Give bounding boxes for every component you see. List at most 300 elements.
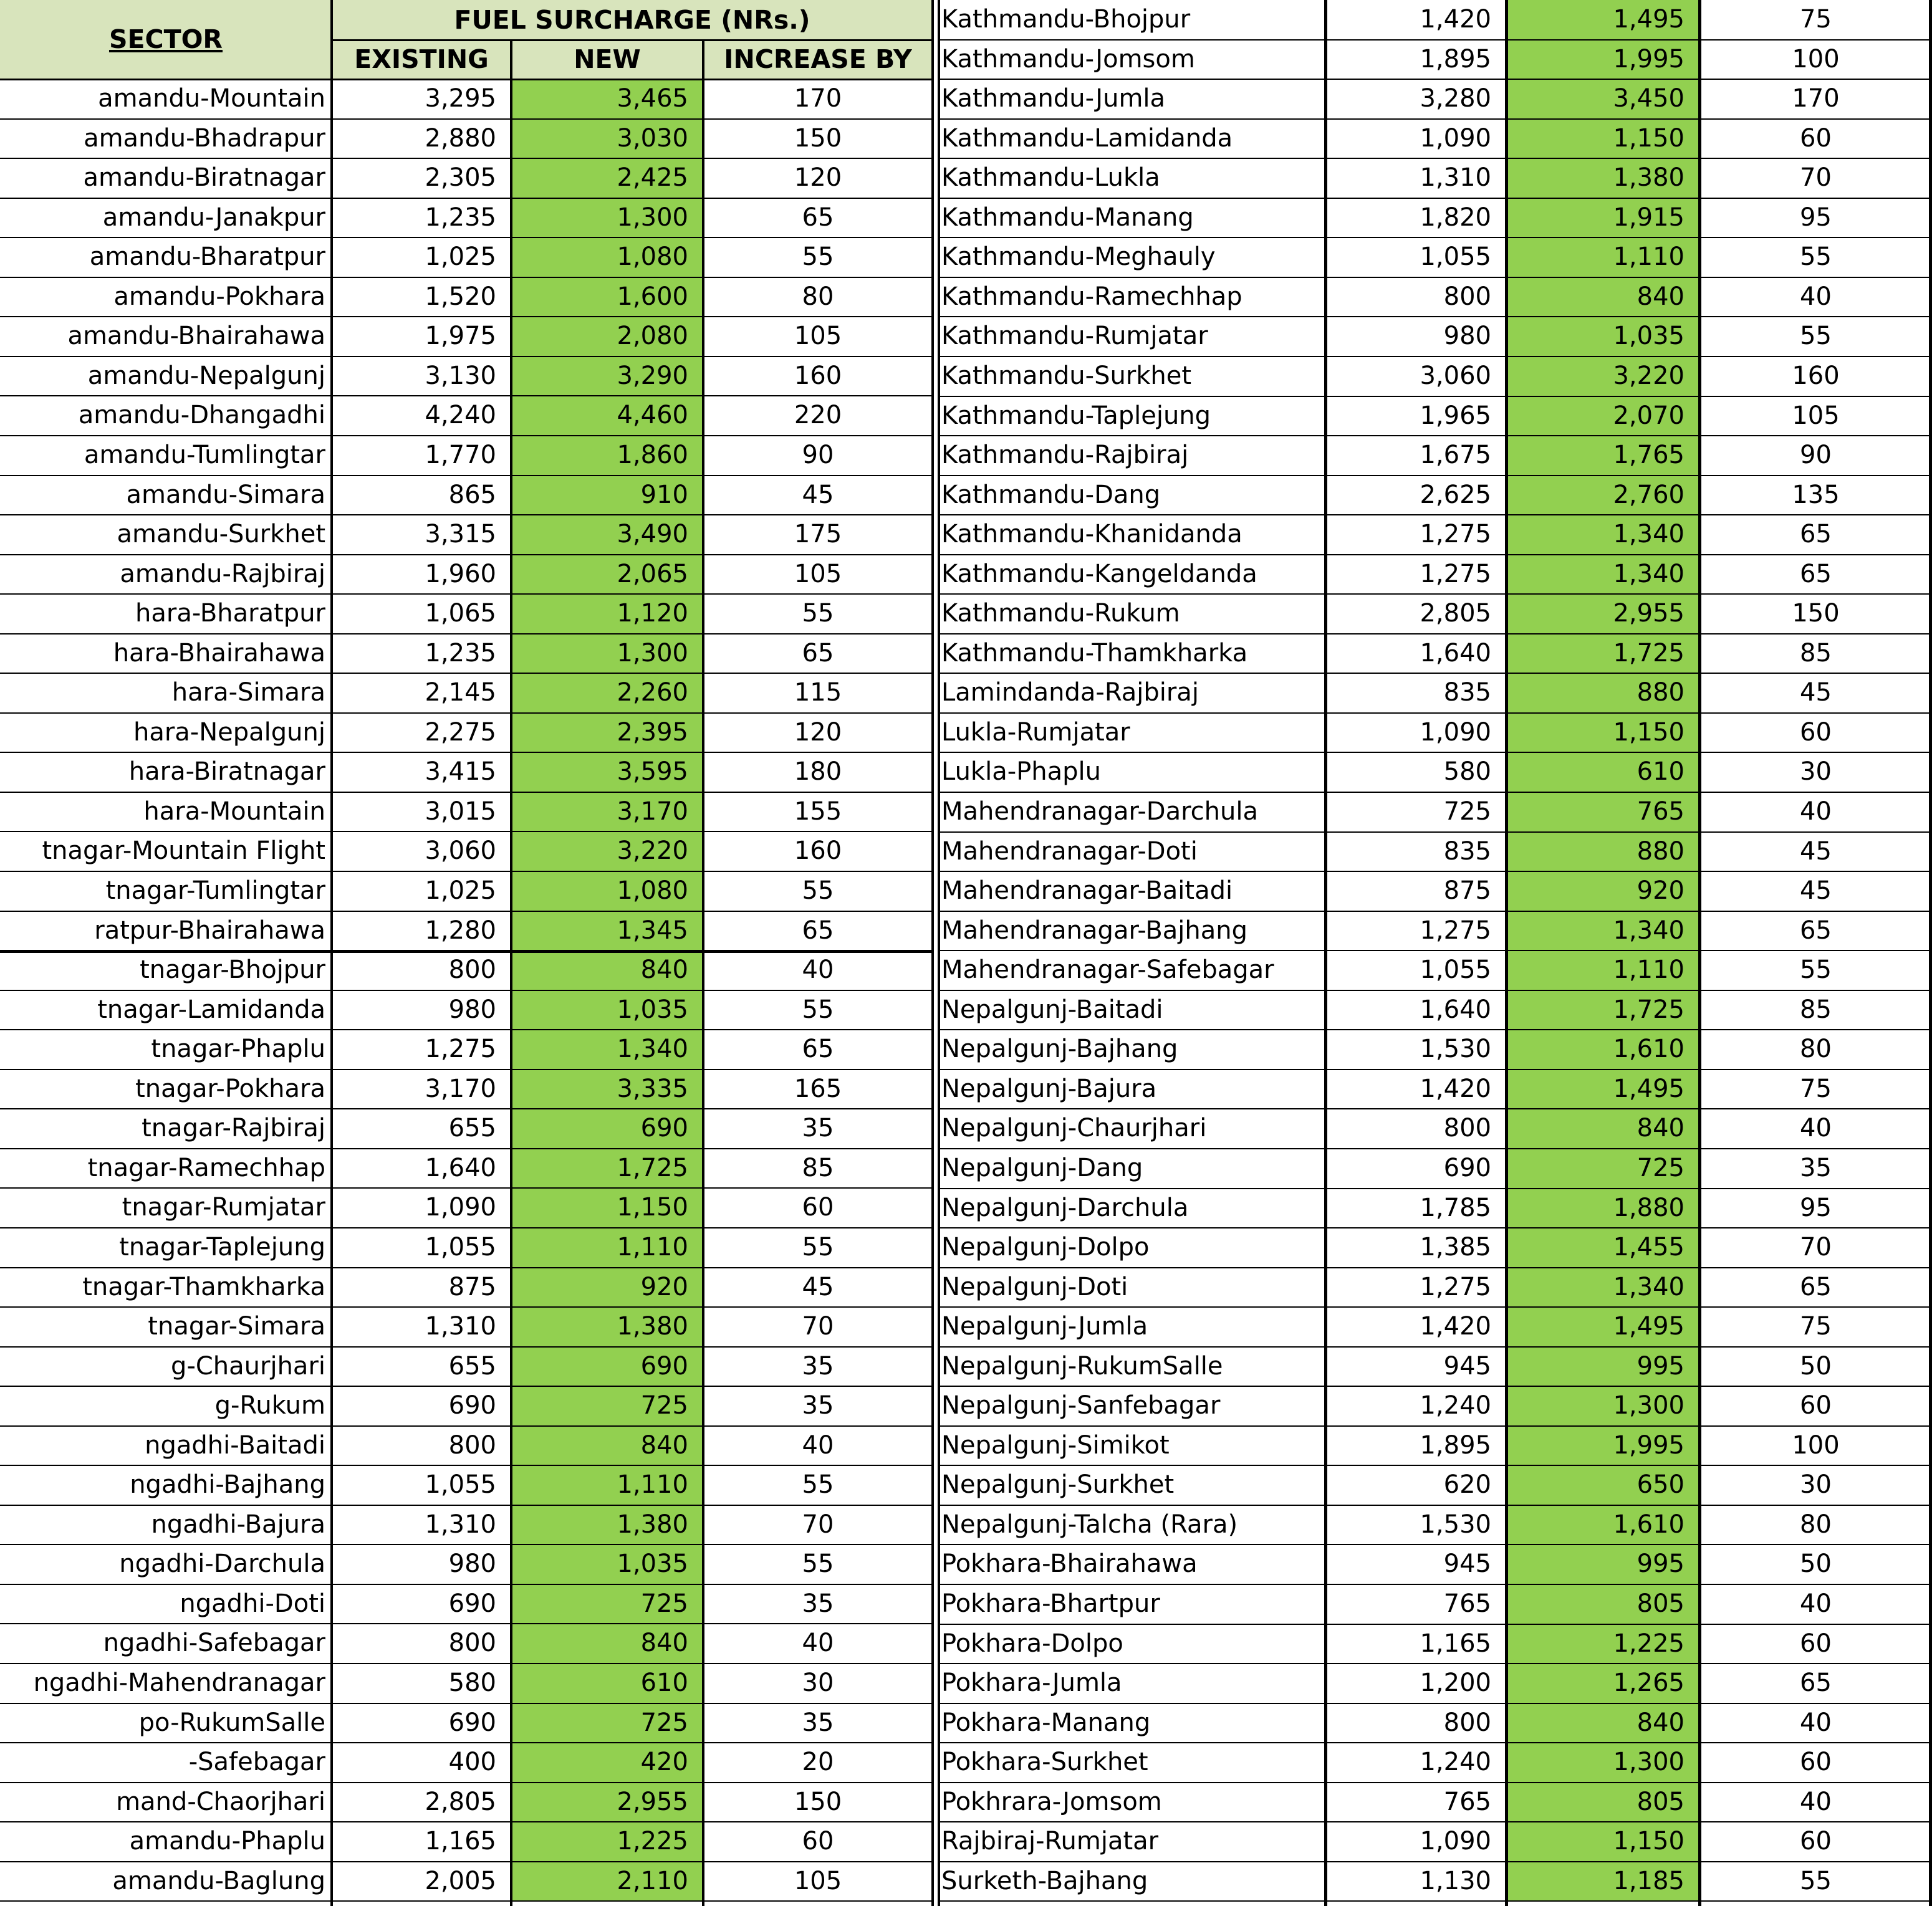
existing-cell: 3,060 (425, 836, 496, 866)
sector-cell: Nepalgunj-Simikot (941, 1430, 1170, 1460)
existing-cell: 3,060 (1420, 361, 1491, 390)
existing-cell: 1,235 (425, 638, 496, 668)
new-cell: 1,340 (1506, 555, 1699, 595)
grid-line (0, 158, 933, 159)
grid-line (0, 395, 933, 396)
sector-cell: ngadhi-Bajhang (130, 1470, 325, 1500)
new-cell: 1,725 (1506, 990, 1699, 1030)
sector-cell: tnagar-Lamidanda (97, 995, 325, 1024)
existing-cell: 3,295 (425, 84, 496, 113)
grid-line (0, 1663, 933, 1664)
sector-cell: amandu-Pokhara (113, 282, 325, 311)
existing-cell: 1,310 (425, 1312, 496, 1341)
increase-cell: 85 (1800, 638, 1832, 668)
sector-cell: Nepalgunj-Chaurjhari (941, 1114, 1207, 1143)
grid-line (0, 1703, 933, 1704)
new-cell: 1,300 (1506, 1386, 1699, 1426)
sector-cell: Nepalgunj-Surkhet (941, 1470, 1175, 1500)
increase-cell: 55 (802, 1232, 834, 1262)
sector-cell: Mahendranagar-Safebagar (941, 955, 1274, 985)
increase-cell: 65 (802, 638, 834, 668)
new-cell: 1,080 (511, 237, 703, 277)
increase-cell: 170 (794, 84, 842, 113)
increase-by-header: INCREASE BY (703, 40, 933, 79)
increase-cell: 55 (802, 995, 834, 1024)
existing-cell: 3,015 (425, 797, 496, 826)
existing-cell: 3,280 (1420, 84, 1491, 113)
grid-line (1324, 0, 1327, 1906)
new-cell: 3,450 (1506, 79, 1699, 119)
increase-cell: 180 (794, 757, 842, 787)
increase-cell: 105 (794, 322, 842, 351)
increase-cell: 120 (794, 163, 842, 193)
increase-cell: 160 (1792, 361, 1840, 390)
new-cell: 610 (1506, 752, 1699, 792)
grid-line (939, 831, 1932, 833)
new-cell: 840 (1506, 1703, 1699, 1743)
new-cell: 2,955 (1506, 594, 1699, 634)
existing-cell: 1,025 (425, 876, 496, 905)
new-cell: 1,150 (1506, 119, 1699, 159)
sector-cell: amandu-Tumlingtar (84, 440, 325, 469)
new-header: NEW (511, 40, 703, 79)
sector-cell: g-Rukum (214, 1391, 325, 1420)
increase-cell: 55 (1800, 242, 1832, 272)
increase-cell: 65 (1800, 559, 1832, 588)
sector-cell: tnagar-Rumjatar (122, 1193, 325, 1222)
existing-cell: 1,895 (1420, 1430, 1491, 1460)
existing-cell: 1,385 (1420, 1233, 1491, 1262)
grid-line (1505, 0, 1508, 1906)
existing-header: EXISTING (332, 40, 511, 79)
new-cell: 1,725 (511, 1149, 703, 1189)
increase-cell: 55 (802, 1470, 834, 1500)
existing-cell: 1,275 (1420, 1272, 1491, 1301)
grid-line (939, 1227, 1932, 1228)
existing-cell: 1,165 (425, 1827, 496, 1856)
increase-cell: 35 (802, 1114, 834, 1143)
new-cell: 2,110 (511, 1862, 703, 1902)
existing-cell: 800 (448, 955, 496, 985)
sector-cell: Kathmandu-Rajbiraj (941, 441, 1189, 470)
new-cell: 1,455 (1506, 1228, 1699, 1268)
grid-line (0, 871, 933, 872)
new-cell: 1,880 (1506, 1189, 1699, 1228)
grid-line (939, 396, 1932, 397)
existing-cell: 980 (448, 1549, 496, 1579)
increase-cell: 100 (1792, 1430, 1840, 1460)
grid-line (939, 990, 1932, 991)
increase-cell: 55 (802, 242, 834, 272)
increase-cell: 95 (1800, 203, 1832, 232)
increase-cell: 50 (1800, 1549, 1832, 1579)
existing-cell: 1,055 (1420, 242, 1491, 272)
increase-cell: 55 (1800, 1866, 1832, 1895)
grid-line (1698, 0, 1701, 1906)
existing-cell: 945 (1443, 1351, 1491, 1381)
grid-line (939, 633, 1932, 635)
existing-cell: 2,625 (1420, 480, 1491, 509)
grid-line (939, 871, 1932, 872)
grid-line (510, 40, 512, 1906)
existing-cell: 1,235 (425, 203, 496, 232)
existing-cell: 1,055 (425, 1232, 496, 1262)
existing-cell: 1,090 (1420, 123, 1491, 153)
grid-line (939, 475, 1932, 476)
grid-line (702, 40, 704, 1906)
sector-cell: hara-Bharatpur (135, 599, 325, 628)
new-cell: 2,760 (1506, 476, 1699, 515)
grid-line (0, 435, 933, 436)
grid-line (0, 1821, 933, 1822)
new-cell: 2,395 (511, 713, 703, 753)
grid-line (0, 1187, 933, 1189)
sector-cell: Surketh-Bajhang (941, 1866, 1148, 1895)
existing-cell: 580 (1443, 757, 1491, 787)
existing-cell: 1,975 (425, 322, 496, 351)
increase-cell: 70 (802, 1510, 834, 1539)
sector-cell: hara-Mountain (143, 797, 325, 826)
existing-cell: 1,640 (1420, 995, 1491, 1024)
increase-cell: 35 (802, 1351, 834, 1381)
sector-cell: Mahendranagar-Baitadi (941, 876, 1233, 906)
increase-cell: 45 (1800, 876, 1832, 906)
new-cell: 3,220 (1506, 357, 1699, 396)
sector-cell: amandu-Baglung (112, 1866, 325, 1895)
increase-cell: 60 (802, 1193, 834, 1222)
existing-cell: 980 (1443, 322, 1491, 351)
existing-cell: 1,200 (1420, 1669, 1491, 1698)
sector-cell: Nepalgunj-Bajhang (941, 1035, 1178, 1064)
grid-line (931, 0, 934, 1906)
grid-line (332, 39, 933, 41)
increase-cell: 65 (802, 1035, 834, 1064)
increase-cell: 75 (1800, 1312, 1832, 1341)
new-cell: 420 (511, 1743, 703, 1783)
sector-header (0, 0, 332, 79)
new-cell: 3,220 (511, 831, 703, 871)
existing-cell: 1,420 (1420, 5, 1491, 34)
existing-cell: 765 (1443, 1589, 1491, 1618)
increase-cell: 150 (794, 1787, 842, 1816)
grid-line (0, 118, 933, 120)
sector-cell: amandu-Simara (126, 480, 325, 509)
grid-line (0, 990, 933, 991)
existing-cell: 2,145 (425, 678, 496, 707)
grid-line (0, 1623, 933, 1624)
new-cell: 690 (511, 1347, 703, 1387)
sector-cell: Nepalgunj-Jumla (941, 1312, 1148, 1341)
increase-cell: 55 (802, 876, 834, 905)
existing-cell: 1,965 (1420, 401, 1491, 430)
new-cell: 3,030 (511, 119, 703, 159)
grid-line (0, 1544, 933, 1545)
existing-cell: 1,090 (425, 1193, 496, 1222)
new-cell: 1,150 (1506, 713, 1699, 753)
new-cell: 1,300 (1506, 1743, 1699, 1783)
increase-cell: 65 (802, 203, 834, 232)
new-cell: 1,495 (1506, 1307, 1699, 1347)
sector-cell: amandu-Mountain (98, 84, 325, 113)
existing-cell: 655 (448, 1351, 496, 1381)
new-cell: 1,110 (511, 1465, 703, 1505)
increase-cell: 115 (794, 678, 842, 707)
sector-cell: Nepalgunj-RukumSalle (941, 1351, 1223, 1381)
increase-cell: 160 (794, 836, 842, 866)
existing-cell: 690 (448, 1391, 496, 1420)
sector-cell: amandu-Biratnagar (83, 163, 325, 193)
grid-line (939, 1505, 1932, 1506)
sector-cell: ngadhi-Baitadi (145, 1430, 325, 1460)
increase-cell: 40 (1800, 1589, 1832, 1618)
increase-cell: 55 (802, 1549, 834, 1579)
increase-cell: 45 (1800, 836, 1832, 866)
existing-cell: 1,820 (1420, 203, 1491, 232)
grid-line (939, 1465, 1932, 1466)
grid-line (0, 356, 933, 357)
grid-line (0, 1148, 933, 1149)
grid-line (0, 1465, 933, 1466)
existing-cell: 690 (448, 1708, 496, 1737)
sector-cell: ngadhi-Mahendranagar (33, 1669, 325, 1697)
existing-cell: 1,640 (425, 1153, 496, 1182)
new-cell: 1,860 (511, 436, 703, 476)
grid-line (939, 1069, 1932, 1070)
new-cell: 2,080 (511, 317, 703, 357)
grid-line (0, 1900, 933, 1902)
sector-cell: Lukla-Rumjatar (941, 717, 1130, 747)
existing-cell: 1,165 (1420, 1629, 1491, 1658)
existing-cell: 3,415 (425, 757, 496, 787)
sector-cell: Kathmandu-Khanidanda (941, 520, 1242, 549)
increase-cell: 55 (1800, 955, 1832, 985)
sector-cell: Lukla-Phaplu (941, 757, 1101, 787)
new-cell: 840 (1506, 277, 1699, 317)
increase-cell: 30 (802, 1669, 834, 1697)
sector-cell: Kathmandu-Bhojpur (941, 5, 1191, 34)
existing-cell: 1,065 (425, 599, 496, 628)
new-cell: 3,170 (511, 792, 703, 832)
sector-cell: Kathmandu-Rumjatar (941, 322, 1208, 351)
increase-cell: 60 (802, 1827, 834, 1856)
increase-cell: 70 (802, 1312, 834, 1341)
existing-cell: 1,520 (425, 282, 496, 311)
sector-cell: Nepalgunj-Dang (941, 1153, 1143, 1182)
sector-cell: tnagar-Pokhara (135, 1074, 325, 1103)
new-cell: 3,335 (511, 1070, 703, 1109)
new-cell: 1,225 (511, 1822, 703, 1862)
sector-cell: Nepalgunj-Dolpo (941, 1233, 1150, 1262)
grid-line (939, 1821, 1932, 1822)
new-cell: 1,225 (1506, 1624, 1699, 1664)
existing-cell: 690 (448, 1589, 496, 1618)
sector-cell: Nepalgunj-Doti (941, 1272, 1128, 1301)
sector-cell: Kathmandu-Jumla (941, 84, 1166, 113)
grid-line (0, 792, 933, 793)
sector-cell: Nepalgunj-Bajura (941, 1074, 1157, 1103)
existing-cell: 875 (1443, 876, 1491, 906)
existing-cell: 1,090 (1420, 1827, 1491, 1856)
new-cell: 2,260 (511, 673, 703, 713)
increase-cell: 95 (1800, 1193, 1832, 1222)
new-cell: 1,340 (1506, 515, 1699, 555)
existing-cell: 800 (1443, 282, 1491, 311)
grid-line (0, 673, 933, 674)
sector-cell: amandu-Bhadrapur (84, 123, 325, 153)
grid-line (939, 554, 1932, 555)
existing-cell: 1,785 (1420, 1193, 1491, 1222)
sector-cell: Kathmandu-Ramechhap (941, 282, 1242, 311)
sector-cell: Pokhara-Bhairahawa (941, 1549, 1198, 1579)
new-cell: 1,080 (511, 871, 703, 911)
new-cell: 1,600 (511, 277, 703, 317)
new-cell: 1,765 (1506, 436, 1699, 476)
grid-line (330, 0, 333, 1906)
grid-line (0, 198, 933, 199)
sector-cell: Pokhrara-Jomsom (941, 1787, 1162, 1816)
new-cell: 920 (511, 1268, 703, 1308)
new-cell: 1,725 (1506, 634, 1699, 674)
sector-cell: amandu-Bhairahawa (67, 322, 325, 351)
sector-cell: ngadhi-Bajura (151, 1510, 325, 1539)
increase-cell: 160 (794, 361, 842, 390)
new-cell: 995 (1506, 1347, 1699, 1387)
existing-cell: 1,530 (1420, 1510, 1491, 1539)
increase-cell: 90 (802, 440, 834, 469)
grid-line (939, 316, 1932, 317)
new-cell: 910 (511, 476, 703, 515)
increase-cell: 155 (794, 797, 842, 826)
increase-cell: 40 (802, 1430, 834, 1460)
sector-cell: ngadhi-Darchula (119, 1549, 325, 1579)
increase-cell: 40 (1800, 797, 1832, 826)
existing-cell: 1,640 (1420, 638, 1491, 668)
new-cell: 725 (511, 1703, 703, 1743)
new-cell: 765 (1506, 792, 1699, 832)
existing-cell: 1,055 (425, 1470, 496, 1500)
grid-line (939, 1544, 1932, 1545)
grid-line (939, 1861, 1932, 1862)
grid-line (0, 1267, 933, 1268)
new-cell: 1,995 (1506, 1426, 1699, 1466)
existing-cell: 1,240 (1420, 1391, 1491, 1420)
new-cell: 1,035 (511, 990, 703, 1030)
new-cell: 1,340 (1506, 1268, 1699, 1308)
existing-cell: 1,420 (1420, 1312, 1491, 1341)
increase-cell: 50 (1800, 1351, 1832, 1381)
increase-cell: 90 (1800, 441, 1832, 470)
existing-cell: 1,895 (1420, 44, 1491, 74)
increase-cell: 85 (1800, 995, 1832, 1024)
increase-cell: 40 (802, 955, 834, 985)
grid-line (0, 1306, 933, 1308)
new-cell: 840 (511, 1624, 703, 1664)
grid-line (939, 1267, 1932, 1268)
increase-cell: 70 (1800, 1233, 1832, 1262)
sector-cell: amandu-Surkhet (117, 520, 325, 549)
grid-line (939, 158, 1932, 159)
increase-cell: 75 (1800, 1074, 1832, 1103)
increase-cell: 65 (1800, 1272, 1832, 1301)
existing-cell: 1,090 (1420, 717, 1491, 747)
sector-cell: hara-Nepalgunj (133, 717, 325, 747)
new-cell: 880 (1506, 832, 1699, 872)
new-cell: 1,265 (1506, 1664, 1699, 1703)
existing-cell: 2,005 (425, 1866, 496, 1895)
new-cell: 1,610 (1506, 1030, 1699, 1070)
existing-cell: 1,275 (1420, 916, 1491, 945)
sector-cell: Mahendranagar-Doti (941, 836, 1198, 866)
sector-cell: Kathmandu-Dang (941, 480, 1161, 509)
sector-cell: Mahendranagar-Darchula (941, 797, 1258, 826)
existing-cell: 1,675 (1420, 441, 1491, 470)
new-cell: 690 (511, 1109, 703, 1149)
grid-line (0, 1584, 933, 1585)
existing-cell: 655 (448, 1114, 496, 1143)
increase-cell: 80 (1800, 1510, 1832, 1539)
new-cell: 840 (1506, 1109, 1699, 1149)
sector-cell: -Safebagar (188, 1748, 325, 1777)
sector-cell: Kathmandu-Kangeldanda (941, 559, 1257, 588)
increase-cell: 45 (802, 1272, 834, 1301)
increase-cell: 40 (1800, 1114, 1832, 1143)
grid-line (0, 1108, 933, 1109)
increase-cell: 60 (1800, 1748, 1832, 1777)
sector-cell: Nepalgunj-Baitadi (941, 995, 1163, 1024)
existing-cell: 3,315 (425, 520, 496, 549)
grid-line (939, 1188, 1932, 1189)
sector-cell: amandu-Dhangadhi (78, 401, 325, 430)
grid-line (0, 277, 933, 278)
increase-cell: 30 (1800, 757, 1832, 787)
existing-cell: 580 (448, 1669, 496, 1697)
new-cell: 2,425 (511, 158, 703, 198)
new-cell: 725 (511, 1386, 703, 1426)
grid-line (0, 950, 933, 953)
sector-cell: Kathmandu-Jomsom (941, 44, 1195, 74)
new-cell: 4,460 (511, 396, 703, 436)
existing-cell: 725 (1443, 797, 1491, 826)
new-cell: 1,495 (1506, 0, 1699, 40)
grid-line (0, 752, 933, 753)
increase-cell: 35 (802, 1708, 834, 1737)
grid-line (0, 1069, 933, 1070)
increase-cell: 75 (1800, 5, 1832, 34)
new-cell: 840 (511, 951, 703, 990)
sector-cell: tnagar-Phaplu (151, 1035, 325, 1064)
existing-cell: 875 (448, 1272, 496, 1301)
existing-cell: 945 (1443, 1549, 1491, 1579)
sector-cell: amandu-Nepalgunj (87, 361, 325, 390)
grid-line (939, 514, 1932, 515)
existing-cell: 1,280 (425, 916, 496, 945)
sector-cell: hara-Bhairahawa (113, 638, 325, 668)
grid-line (0, 316, 933, 317)
increase-cell: 65 (802, 916, 834, 945)
grid-line (0, 1742, 933, 1743)
sector-cell: tnagar-Thamkharka (82, 1272, 325, 1301)
increase-cell: 65 (1800, 916, 1832, 945)
grid-line (0, 79, 933, 80)
existing-cell: 1,530 (1420, 1035, 1491, 1064)
grid-line (0, 475, 933, 476)
grid-line (0, 1505, 933, 1506)
sector-cell: Kathmandu-Rukum (941, 599, 1180, 628)
existing-cell: 1,055 (1420, 955, 1491, 985)
existing-cell: 800 (448, 1430, 496, 1460)
increase-cell: 220 (794, 401, 842, 430)
sector-cell: amandu-Phaplu (129, 1827, 325, 1856)
